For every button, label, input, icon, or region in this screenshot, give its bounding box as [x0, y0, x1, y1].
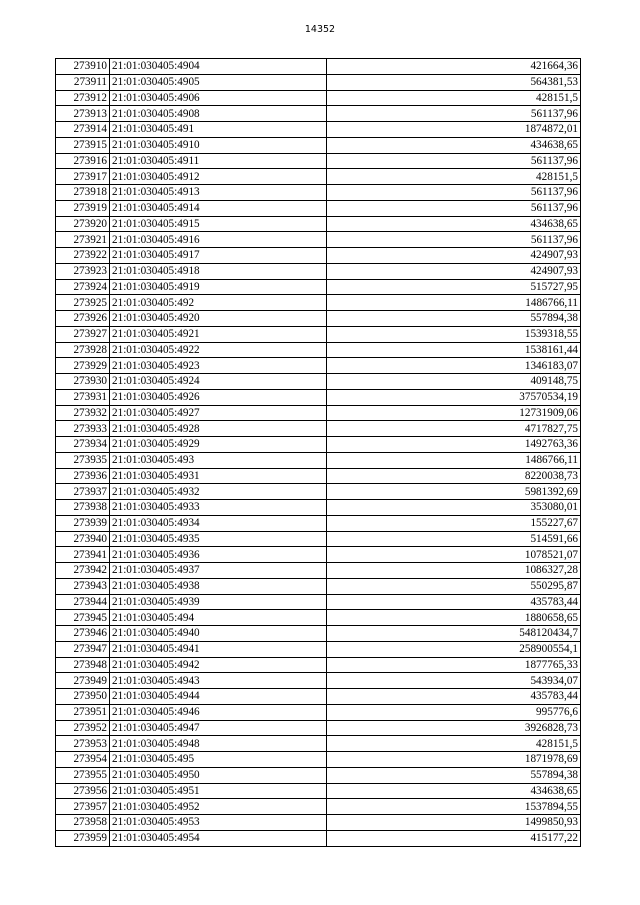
row-number-cell: 273924 — [56, 279, 110, 295]
table-row — [56, 641, 581, 657]
table-row — [56, 799, 581, 815]
value-cell: 434638,65 — [327, 216, 581, 232]
cadastral-number-cell: 21:01:030405:492 — [110, 295, 327, 311]
row-number-cell: 273946 — [56, 626, 110, 642]
cadastral-number-cell: 21:01:030405:4933 — [110, 500, 327, 516]
value-cell: 1874872,01 — [327, 122, 581, 138]
row-number-cell: 273928 — [56, 342, 110, 358]
table-row — [56, 452, 581, 468]
cadastral-number-cell: 21:01:030405:4917 — [110, 248, 327, 264]
row-number-cell: 273932 — [56, 405, 110, 421]
row-number-cell: 273955 — [56, 767, 110, 783]
table-row — [56, 547, 581, 563]
row-number-cell: 273959 — [56, 830, 110, 846]
value-cell: 421664,36 — [327, 59, 581, 75]
cadastral-number-cell: 21:01:030405:4932 — [110, 484, 327, 500]
cadastral-number-cell: 21:01:030405:4944 — [110, 689, 327, 705]
row-number-cell: 273915 — [56, 137, 110, 153]
row-number-cell: 273939 — [56, 515, 110, 531]
cadastral-number-cell: 21:01:030405:4950 — [110, 767, 327, 783]
cadastral-number-cell: 21:01:030405:4936 — [110, 547, 327, 563]
value-cell: 415177,22 — [327, 830, 581, 846]
value-cell: 8220038,73 — [327, 468, 581, 484]
table-row — [56, 342, 581, 358]
table-row — [56, 704, 581, 720]
value-cell: 550295,87 — [327, 578, 581, 594]
cadastral-number-cell: 21:01:030405:4926 — [110, 389, 327, 405]
table-row — [56, 830, 581, 846]
table-row — [56, 326, 581, 342]
value-cell: 515727,95 — [327, 279, 581, 295]
table-row — [56, 689, 581, 705]
value-cell: 1537894,55 — [327, 799, 581, 815]
row-number-cell: 273926 — [56, 311, 110, 327]
cadastral-number-cell: 21:01:030405:4919 — [110, 279, 327, 295]
table-row — [56, 767, 581, 783]
table-row — [56, 626, 581, 642]
cadastral-number-cell: 21:01:030405:4908 — [110, 106, 327, 122]
table-row — [56, 783, 581, 799]
row-number-cell: 273956 — [56, 783, 110, 799]
table-row — [56, 515, 581, 531]
value-cell: 428151,5 — [327, 169, 581, 185]
row-number-cell: 273910 — [56, 59, 110, 75]
table-row — [56, 374, 581, 390]
value-cell: 435783,44 — [327, 689, 581, 705]
row-number-cell: 273925 — [56, 295, 110, 311]
table-row — [56, 437, 581, 453]
table-row — [56, 720, 581, 736]
row-number-cell: 273934 — [56, 437, 110, 453]
table-row — [56, 578, 581, 594]
value-cell: 514591,66 — [327, 531, 581, 547]
row-number-cell: 273930 — [56, 374, 110, 390]
table-row — [56, 500, 581, 516]
cadastral-number-cell: 21:01:030405:4934 — [110, 515, 327, 531]
cadastral-number-cell: 21:01:030405:494 — [110, 610, 327, 626]
cadastral-number-cell: 21:01:030405:4912 — [110, 169, 327, 185]
row-number-cell: 273957 — [56, 799, 110, 815]
value-cell: 557894,38 — [327, 767, 581, 783]
cadastral-number-cell: 21:01:030405:4916 — [110, 232, 327, 248]
table-row — [56, 216, 581, 232]
value-cell: 1486766,11 — [327, 295, 581, 311]
value-cell: 4717827,75 — [327, 421, 581, 437]
value-cell: 424907,93 — [327, 248, 581, 264]
value-cell: 561137,96 — [327, 106, 581, 122]
row-number-cell: 273927 — [56, 326, 110, 342]
row-number-cell: 273935 — [56, 452, 110, 468]
cadastral-number-cell: 21:01:030405:4920 — [110, 311, 327, 327]
row-number-cell: 273943 — [56, 578, 110, 594]
row-number-cell: 273947 — [56, 641, 110, 657]
cadastral-number-cell: 21:01:030405:4943 — [110, 673, 327, 689]
cadastral-number-cell: 21:01:030405:4918 — [110, 263, 327, 279]
cadastral-number-cell: 21:01:030405:4946 — [110, 704, 327, 720]
row-number-cell: 273919 — [56, 200, 110, 216]
row-number-cell: 273953 — [56, 736, 110, 752]
table-row — [56, 232, 581, 248]
cadastral-number-cell: 21:01:030405:4914 — [110, 200, 327, 216]
row-number-cell: 273945 — [56, 610, 110, 626]
cadastral-number-cell: 21:01:030405:4947 — [110, 720, 327, 736]
value-cell: 1499850,93 — [327, 815, 581, 831]
row-number-cell: 273931 — [56, 389, 110, 405]
value-cell: 424907,93 — [327, 263, 581, 279]
row-number-cell: 273913 — [56, 106, 110, 122]
row-number-cell: 273914 — [56, 122, 110, 138]
cadastral-number-cell: 21:01:030405:4904 — [110, 59, 327, 75]
table-row — [56, 752, 581, 768]
cadastral-number-cell: 21:01:030405:4937 — [110, 563, 327, 579]
cadastral-number-cell: 21:01:030405:4921 — [110, 326, 327, 342]
row-number-cell: 273958 — [56, 815, 110, 831]
value-cell: 12731909,06 — [327, 405, 581, 421]
table-row — [56, 610, 581, 626]
value-cell: 3926828,73 — [327, 720, 581, 736]
value-cell: 1078521,07 — [327, 547, 581, 563]
cadastral-number-cell: 21:01:030405:4928 — [110, 421, 327, 437]
value-cell: 409148,75 — [327, 374, 581, 390]
cadastral-number-cell: 21:01:030405:4948 — [110, 736, 327, 752]
value-cell: 561137,96 — [327, 185, 581, 201]
row-number-cell: 273942 — [56, 563, 110, 579]
value-cell: 353080,01 — [327, 500, 581, 516]
row-number-cell: 273916 — [56, 153, 110, 169]
table-row — [56, 59, 581, 75]
row-number-cell: 273951 — [56, 704, 110, 720]
cadastral-number-cell: 21:01:030405:4913 — [110, 185, 327, 201]
value-cell: 1539318,55 — [327, 326, 581, 342]
cadastral-number-cell: 21:01:030405:4941 — [110, 641, 327, 657]
table-row — [56, 563, 581, 579]
row-number-cell: 273917 — [56, 169, 110, 185]
table-row — [56, 405, 581, 421]
table-row — [56, 736, 581, 752]
table-row — [56, 311, 581, 327]
value-cell: 428151,5 — [327, 736, 581, 752]
cadastral-number-cell: 21:01:030405:4906 — [110, 90, 327, 106]
cadastral-number-cell: 21:01:030405:4910 — [110, 137, 327, 153]
value-cell: 1346183,07 — [327, 358, 581, 374]
value-cell: 557894,38 — [327, 311, 581, 327]
table-row — [56, 815, 581, 831]
cadastral-number-cell: 21:01:030405:4940 — [110, 626, 327, 642]
registry-table-body — [56, 59, 581, 847]
cadastral-number-cell: 21:01:030405:4924 — [110, 374, 327, 390]
row-number-cell: 273954 — [56, 752, 110, 768]
cadastral-number-cell: 21:01:030405:4954 — [110, 830, 327, 846]
cadastral-number-cell: 21:01:030405:4905 — [110, 74, 327, 90]
cadastral-number-cell: 21:01:030405:4953 — [110, 815, 327, 831]
table-row — [56, 90, 581, 106]
row-number-cell: 273933 — [56, 421, 110, 437]
value-cell: 428151,5 — [327, 90, 581, 106]
table-row — [56, 468, 581, 484]
value-cell: 434638,65 — [327, 137, 581, 153]
row-number-cell: 273922 — [56, 248, 110, 264]
row-number-cell: 273923 — [56, 263, 110, 279]
cadastral-number-cell: 21:01:030405:4939 — [110, 594, 327, 610]
value-cell: 1086327,28 — [327, 563, 581, 579]
value-cell: 1538161,44 — [327, 342, 581, 358]
value-cell: 561137,96 — [327, 200, 581, 216]
cadastral-number-cell: 21:01:030405:491 — [110, 122, 327, 138]
value-cell: 548120434,7 — [327, 626, 581, 642]
value-cell: 1877765,33 — [327, 657, 581, 673]
value-cell: 37570534,19 — [327, 389, 581, 405]
value-cell: 561137,96 — [327, 153, 581, 169]
value-cell: 1492763,36 — [327, 437, 581, 453]
table-row — [56, 122, 581, 138]
value-cell: 564381,53 — [327, 74, 581, 90]
table-row — [56, 657, 581, 673]
table-row — [56, 200, 581, 216]
row-number-cell: 273941 — [56, 547, 110, 563]
page-number: 14352 — [304, 24, 336, 35]
value-cell: 543934,07 — [327, 673, 581, 689]
table-row — [56, 484, 581, 500]
cadastral-number-cell: 21:01:030405:4915 — [110, 216, 327, 232]
row-number-cell: 273921 — [56, 232, 110, 248]
cadastral-number-cell: 21:01:030405:4951 — [110, 783, 327, 799]
value-cell: 155227,67 — [327, 515, 581, 531]
table-row — [56, 169, 581, 185]
table-row — [56, 358, 581, 374]
cadastral-number-cell: 21:01:030405:4922 — [110, 342, 327, 358]
table-row — [56, 74, 581, 90]
cadastral-number-cell: 21:01:030405:4952 — [110, 799, 327, 815]
cadastral-number-cell: 21:01:030405:4938 — [110, 578, 327, 594]
table-row — [56, 673, 581, 689]
table-row — [56, 531, 581, 547]
table-row — [56, 248, 581, 264]
row-number-cell: 273937 — [56, 484, 110, 500]
cadastral-number-cell: 21:01:030405:4942 — [110, 657, 327, 673]
cadastral-number-cell: 21:01:030405:4929 — [110, 437, 327, 453]
value-cell: 434638,65 — [327, 783, 581, 799]
table-row — [56, 594, 581, 610]
table-row — [56, 421, 581, 437]
cadastral-number-cell: 21:01:030405:493 — [110, 452, 327, 468]
table-row — [56, 389, 581, 405]
row-number-cell: 273938 — [56, 500, 110, 516]
row-number-cell: 273949 — [56, 673, 110, 689]
row-number-cell: 273936 — [56, 468, 110, 484]
row-number-cell: 273911 — [56, 74, 110, 90]
value-cell: 1871978,69 — [327, 752, 581, 768]
table-row — [56, 153, 581, 169]
cadastral-number-cell: 21:01:030405:495 — [110, 752, 327, 768]
value-cell: 1486766,11 — [327, 452, 581, 468]
row-number-cell: 273952 — [56, 720, 110, 736]
table-row — [56, 137, 581, 153]
row-number-cell: 273912 — [56, 90, 110, 106]
row-number-cell: 273920 — [56, 216, 110, 232]
cadastral-number-cell: 21:01:030405:4927 — [110, 405, 327, 421]
row-number-cell: 273950 — [56, 689, 110, 705]
cadastral-number-cell: 21:01:030405:4923 — [110, 358, 327, 374]
cadastral-number-cell: 21:01:030405:4931 — [110, 468, 327, 484]
table-row — [56, 263, 581, 279]
row-number-cell: 273940 — [56, 531, 110, 547]
value-cell: 5981392,69 — [327, 484, 581, 500]
table-row — [56, 185, 581, 201]
value-cell: 995776,6 — [327, 704, 581, 720]
row-number-cell: 273929 — [56, 358, 110, 374]
row-number-cell: 273948 — [56, 657, 110, 673]
value-cell: 561137,96 — [327, 232, 581, 248]
value-cell: 258900554,1 — [327, 641, 581, 657]
table-row — [56, 279, 581, 295]
cadastral-number-cell: 21:01:030405:4911 — [110, 153, 327, 169]
registry-table — [55, 58, 581, 847]
table-row — [56, 295, 581, 311]
row-number-cell: 273918 — [56, 185, 110, 201]
cadastral-number-cell: 21:01:030405:4935 — [110, 531, 327, 547]
value-cell: 1880658,65 — [327, 610, 581, 626]
table-row — [56, 106, 581, 122]
value-cell: 435783,44 — [327, 594, 581, 610]
row-number-cell: 273944 — [56, 594, 110, 610]
